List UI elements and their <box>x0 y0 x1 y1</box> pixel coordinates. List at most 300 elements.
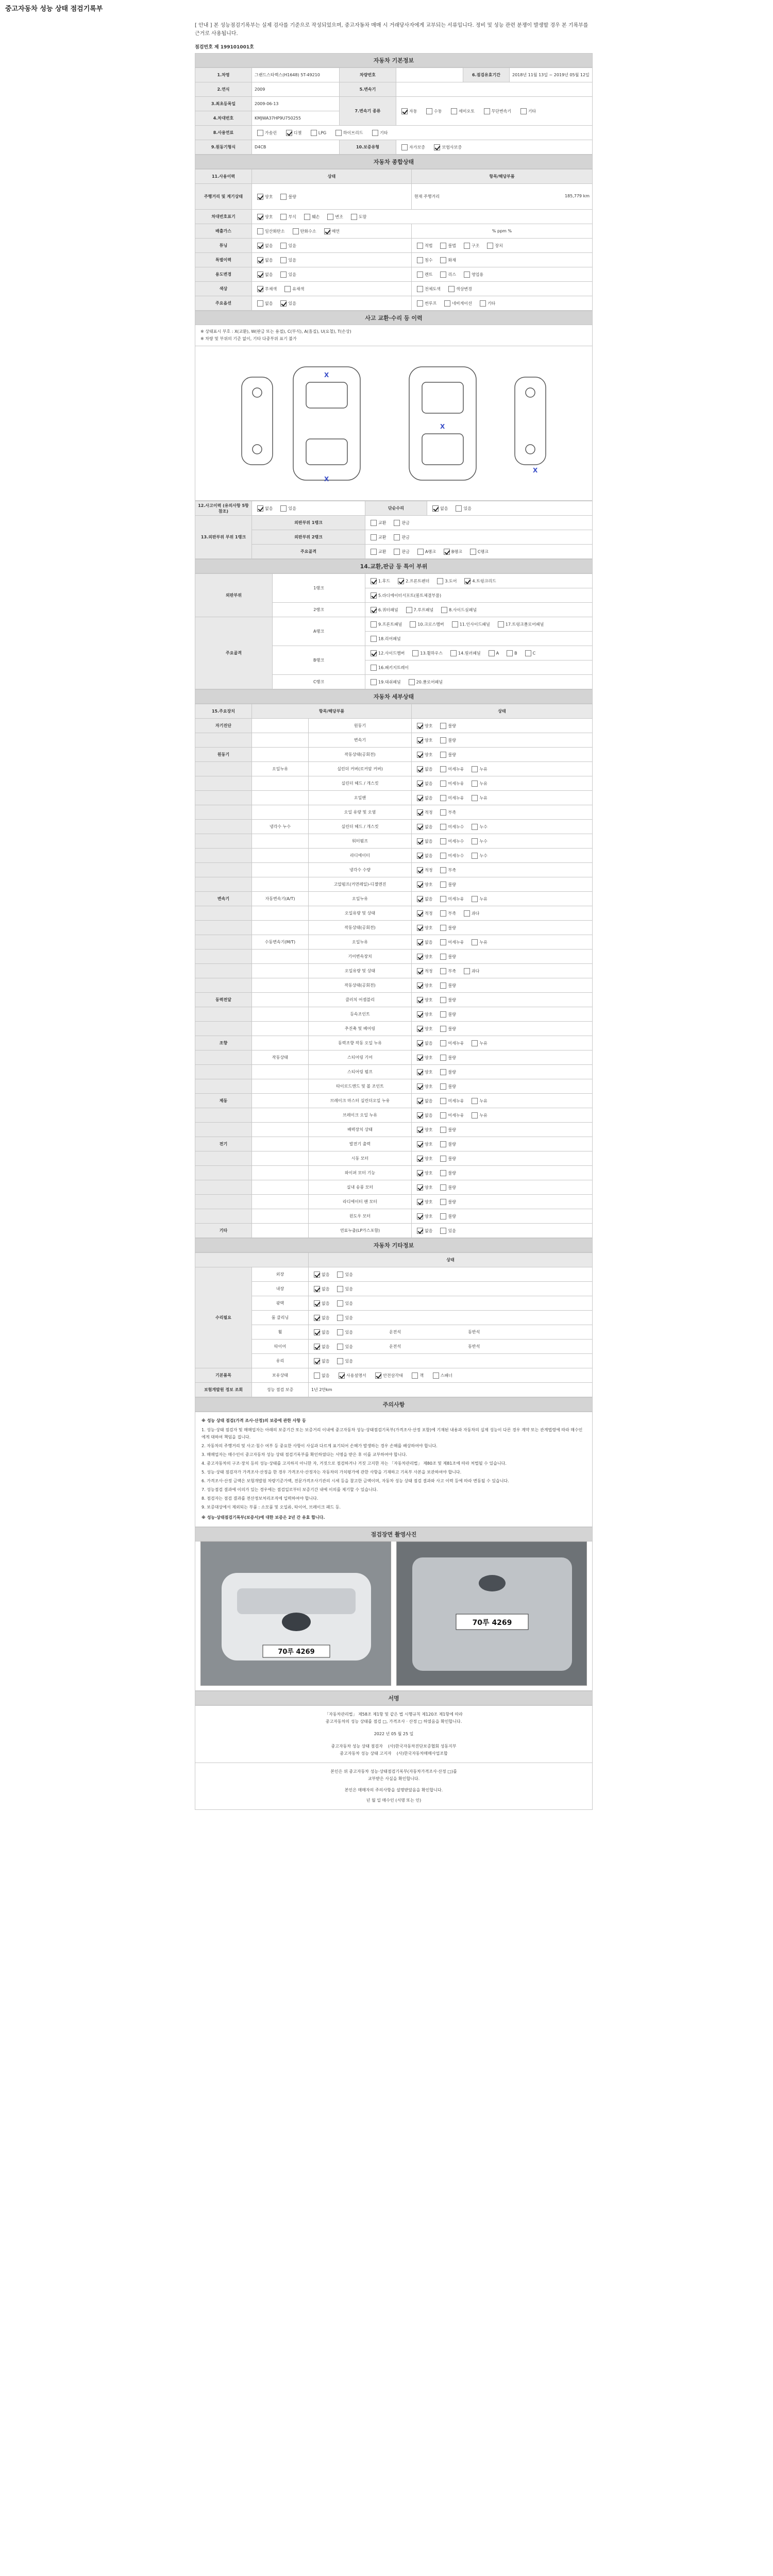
checkbox[interactable] <box>472 824 478 830</box>
checkbox[interactable] <box>440 882 446 888</box>
checkbox[interactable] <box>417 1213 423 1219</box>
checkbox[interactable] <box>440 1199 446 1205</box>
checkbox[interactable] <box>417 737 423 743</box>
checkbox[interactable] <box>417 1112 423 1118</box>
checkbox[interactable] <box>440 1213 446 1219</box>
checkbox[interactable] <box>371 592 377 599</box>
checkbox[interactable] <box>440 243 446 249</box>
checkbox[interactable] <box>456 505 462 512</box>
checkbox[interactable] <box>472 1098 478 1104</box>
checkbox[interactable] <box>257 130 263 136</box>
checkbox[interactable] <box>417 1083 423 1090</box>
checkbox[interactable] <box>394 520 400 526</box>
checkbox[interactable] <box>440 954 446 960</box>
checkbox[interactable] <box>440 1026 446 1032</box>
checkbox[interactable] <box>507 650 513 656</box>
checkbox[interactable] <box>489 650 495 656</box>
checkbox[interactable] <box>339 1372 345 1379</box>
buyer-line: 교부받은 사실을 확인합니다. <box>367 1776 420 1781</box>
checkbox[interactable] <box>398 578 404 584</box>
sub-label <box>252 964 309 978</box>
checkbox[interactable] <box>412 1372 418 1379</box>
checkbox[interactable] <box>440 1228 446 1234</box>
checkbox[interactable] <box>440 1112 446 1118</box>
checkbox[interactable] <box>480 300 486 307</box>
checkbox[interactable] <box>417 781 423 787</box>
option-label: 양호 <box>425 1214 433 1218</box>
sub-label <box>252 1195 309 1209</box>
note-item: 2. 자동차의 주행거리 및 사고·침수 여부 등 중요한 사항이 사실과 다르게 표기되어 손해가 발생하는 경우 손해를 배상하여야 합니다. <box>201 1444 438 1448</box>
checkbox[interactable] <box>440 838 446 844</box>
checkbox[interactable] <box>314 1286 320 1292</box>
checkbox[interactable] <box>470 549 476 555</box>
special-detail: 침수 화재 <box>412 253 593 267</box>
checkbox[interactable] <box>257 194 263 200</box>
checkbox[interactable] <box>372 130 378 136</box>
checkbox[interactable] <box>293 228 299 234</box>
mark-x: X <box>440 423 445 430</box>
section-special-parts: 14.교환,판금 등 특이 부위 <box>195 559 593 573</box>
item-label: 윈도우 모터 <box>309 1209 412 1224</box>
checkbox[interactable] <box>257 228 263 234</box>
table-row <box>195 805 593 820</box>
checkbox[interactable] <box>314 1372 320 1379</box>
checkbox[interactable] <box>327 214 333 220</box>
section-photos: 점검장면 촬영사진 <box>195 1527 593 1541</box>
item-label: 배력장치 상태 <box>309 1123 412 1137</box>
option-label: 미세누유 <box>448 781 464 786</box>
table-row <box>195 1065 593 1079</box>
checkbox[interactable] <box>337 1344 343 1350</box>
checkbox[interactable] <box>440 1055 446 1061</box>
checkbox[interactable] <box>417 286 423 292</box>
checkbox[interactable] <box>417 1170 423 1176</box>
checkbox[interactable] <box>417 1011 423 1018</box>
label: 주요옵션 <box>195 296 252 311</box>
table-row <box>195 834 593 849</box>
item-label: 스티어링 펌프 <box>309 1065 412 1079</box>
option-label: 누유 <box>479 1098 488 1103</box>
option-label: 불량 <box>448 1084 456 1089</box>
option-label: 양호 <box>425 1171 433 1175</box>
checkbox[interactable] <box>440 1156 446 1162</box>
checkbox[interactable] <box>257 272 263 278</box>
label: 1.차명 <box>195 68 252 82</box>
checkbox[interactable] <box>464 968 470 974</box>
checkbox[interactable] <box>464 243 470 249</box>
checkbox[interactable] <box>417 954 423 960</box>
group-label <box>195 1123 252 1137</box>
checkbox[interactable] <box>434 144 440 150</box>
checkbox[interactable] <box>440 752 446 758</box>
checkbox[interactable] <box>440 1184 446 1191</box>
checkbox[interactable] <box>417 257 423 263</box>
car-right-side <box>515 377 546 465</box>
position-label: 운전석 <box>389 1344 401 1349</box>
checkbox[interactable] <box>280 194 287 200</box>
checkbox[interactable] <box>440 1011 446 1018</box>
checkbox[interactable] <box>417 1055 423 1061</box>
checkbox[interactable] <box>417 853 423 859</box>
label: 3.최초등록일 <box>195 97 252 111</box>
state-options <box>412 1137 593 1151</box>
checkbox[interactable] <box>417 1141 423 1147</box>
overall-state-table <box>195 169 593 311</box>
checkbox[interactable] <box>417 795 423 801</box>
checkbox[interactable] <box>280 214 287 220</box>
checkbox[interactable] <box>257 214 263 220</box>
checkbox[interactable] <box>417 824 423 830</box>
checkbox[interactable] <box>371 665 377 671</box>
buyer-line: 본인은 매매자의 주의사항을 설명받았음을 확인합니다. <box>344 1788 443 1792</box>
checkbox[interactable] <box>451 108 457 114</box>
sig-label: 중고자동차 성능 상태 고지자 <box>340 1751 392 1756</box>
option-label: 양호 <box>425 1127 433 1132</box>
sub-label: 오일누유 <box>252 762 309 776</box>
tuning-options: 없음 있음 <box>252 239 412 253</box>
state-options <box>412 1108 593 1123</box>
warranty-options: 자가보증 보험사보증 <box>396 140 593 155</box>
option-label: 미세누유 <box>448 1041 464 1045</box>
checkbox[interactable] <box>417 272 423 278</box>
checkbox[interactable] <box>406 607 412 613</box>
option-label: 양호 <box>425 738 433 742</box>
checkbox[interactable] <box>417 997 423 1003</box>
checkbox[interactable] <box>487 243 493 249</box>
checkbox[interactable] <box>444 549 450 555</box>
label: 주요골격 <box>252 545 365 559</box>
label: 차량번호 <box>340 68 396 82</box>
checkbox[interactable] <box>472 838 478 844</box>
checkbox[interactable] <box>472 781 478 787</box>
checkbox[interactable] <box>440 723 446 729</box>
checkbox[interactable] <box>440 795 446 801</box>
checkbox[interactable] <box>335 130 342 136</box>
option-label: 없음 <box>425 1228 433 1233</box>
checkbox[interactable] <box>417 1228 423 1234</box>
checkbox[interactable] <box>371 621 377 628</box>
other-rows <box>195 1267 593 1368</box>
option-label: 없음 <box>425 896 433 901</box>
checkbox[interactable] <box>440 982 446 989</box>
checkbox[interactable] <box>440 737 446 743</box>
checkbox[interactable] <box>417 925 423 931</box>
table-row <box>195 1007 593 1022</box>
checkbox[interactable] <box>257 300 263 307</box>
option-label: 양호 <box>425 1026 433 1031</box>
checkbox[interactable] <box>437 578 443 584</box>
table-row <box>195 1123 593 1137</box>
checkbox[interactable] <box>417 300 423 307</box>
checkbox[interactable] <box>417 766 423 772</box>
car-top-front <box>293 367 360 480</box>
checkbox[interactable] <box>464 272 470 278</box>
checkbox[interactable] <box>417 809 423 816</box>
option-label: 불량 <box>448 983 456 988</box>
label: 주요골격 <box>195 617 273 689</box>
checkbox[interactable] <box>280 505 287 512</box>
checkbox[interactable] <box>417 838 423 844</box>
checkbox[interactable] <box>432 505 439 512</box>
checkbox[interactable] <box>371 636 377 642</box>
checkbox[interactable] <box>417 1156 423 1162</box>
checkbox[interactable] <box>450 650 457 656</box>
checkbox[interactable] <box>452 621 458 628</box>
checkbox[interactable] <box>440 257 446 263</box>
option-label: 양호 <box>425 752 433 757</box>
checkbox[interactable] <box>440 867 446 873</box>
notice-text: [ 안내 ] 본 성능점검기록부는 실제 검사를 기준으로 작성되었으며, 중고자동차 매매 시 거래당사자에게 교부되는 서류입니다. 정비 및 성능 관련 분쟁이 발생할 경우 본 기록부를 근거로 사용됩니다. <box>195 23 589 37</box>
checkbox[interactable] <box>375 1372 381 1379</box>
checkbox[interactable] <box>444 300 450 307</box>
group-label <box>195 791 252 805</box>
state-options <box>412 805 593 820</box>
checkbox[interactable] <box>280 257 287 263</box>
group-label <box>195 805 252 820</box>
checkbox[interactable] <box>472 853 478 859</box>
checkbox[interactable] <box>472 1040 478 1046</box>
checkbox[interactable] <box>337 1358 343 1364</box>
item-label: 클러치 어셈블리 <box>309 993 412 1007</box>
option-label: 불량 <box>448 925 456 930</box>
checkbox[interactable] <box>371 607 377 613</box>
checkbox[interactable] <box>280 300 287 307</box>
sub-label <box>252 748 309 762</box>
mark-x: X <box>324 476 329 483</box>
rear-photo-svg <box>397 1542 586 1685</box>
checkbox[interactable] <box>371 520 377 526</box>
option-label: 누유 <box>479 940 488 944</box>
option-label: 양호 <box>425 723 433 728</box>
checkbox[interactable] <box>417 1040 423 1046</box>
checkbox[interactable] <box>472 766 478 772</box>
checkbox[interactable] <box>440 1040 446 1046</box>
checkbox[interactable] <box>417 1069 423 1075</box>
checkbox[interactable] <box>417 1184 423 1191</box>
option-label: 있음 <box>345 1344 353 1349</box>
checkbox[interactable] <box>464 910 470 917</box>
group-label <box>195 1166 252 1180</box>
sub-label: 자동변속기(A/T) <box>252 892 309 906</box>
group-label: 동력전달 <box>195 993 252 1007</box>
option-label: 양호 <box>425 1156 433 1161</box>
checkbox[interactable] <box>472 1112 478 1118</box>
state-options <box>412 1180 593 1195</box>
checkbox[interactable] <box>257 286 263 292</box>
checkbox[interactable] <box>409 679 415 685</box>
checkbox[interactable] <box>337 1300 343 1307</box>
sub-label <box>252 1108 309 1123</box>
checkbox[interactable] <box>441 607 447 613</box>
table-row <box>195 776 593 791</box>
checkbox[interactable] <box>417 549 424 555</box>
label: 튜닝 <box>195 239 252 253</box>
group-label: 원동기 <box>195 748 252 762</box>
label: 용도변경 <box>195 267 252 282</box>
option-label: 없음 <box>322 1344 330 1349</box>
checkbox[interactable] <box>472 939 478 945</box>
checkbox[interactable] <box>440 896 446 902</box>
checkbox[interactable] <box>410 621 416 628</box>
checkbox[interactable] <box>440 1098 446 1104</box>
checkbox[interactable] <box>417 752 423 758</box>
special-parts-table <box>195 573 593 689</box>
item-label: 연료누출(LP가스포함) <box>309 1224 412 1238</box>
checkbox[interactable] <box>412 650 418 656</box>
checkbox[interactable] <box>440 1170 446 1176</box>
checkbox[interactable] <box>417 882 423 888</box>
color-options: 무채색 유채색 <box>252 282 412 296</box>
checkbox[interactable] <box>417 867 423 873</box>
checkbox[interactable] <box>280 243 287 249</box>
checkbox[interactable] <box>314 1329 320 1335</box>
checkbox[interactable] <box>440 910 446 917</box>
rank2-parts: 6.쿼터패널 7.루프패널 8.사이드실패널 <box>365 603 593 617</box>
checkbox[interactable] <box>440 1141 446 1147</box>
checkbox[interactable] <box>440 824 446 830</box>
option-label: 없음 <box>425 824 433 829</box>
checkbox[interactable] <box>440 1069 446 1075</box>
simple-options: 없음 있음 <box>427 501 593 516</box>
option-label: 누유 <box>479 781 488 786</box>
checkbox[interactable] <box>337 1329 343 1335</box>
checkbox[interactable] <box>314 1300 320 1307</box>
table-row <box>195 820 593 834</box>
item-label: 작동상태(공회전) <box>309 748 412 762</box>
checkbox[interactable] <box>484 108 490 114</box>
checkbox[interactable] <box>311 130 317 136</box>
checkbox[interactable] <box>440 968 446 974</box>
checkbox[interactable] <box>433 1372 439 1379</box>
checkbox[interactable] <box>257 257 263 263</box>
checkbox[interactable] <box>314 1344 320 1350</box>
checkbox[interactable] <box>440 1083 446 1090</box>
checkbox[interactable] <box>440 1127 446 1133</box>
item-label: 오일누유 <box>309 892 412 906</box>
color-detail: 전체도색 색상변경 <box>412 282 593 296</box>
option-label: 누수 <box>479 853 488 858</box>
buyer-line: 본인은 위 중고자동차 성능·상태점검기록부(자동차가격조사·산정 □)를 <box>330 1769 457 1774</box>
buyer-sign-row[interactable]: 년 월 일 매수인 (서명 또는 인) <box>366 1798 422 1803</box>
checkbox[interactable] <box>257 505 263 512</box>
checkbox[interactable] <box>401 108 408 114</box>
checkbox[interactable] <box>314 1358 320 1364</box>
checkbox[interactable] <box>314 1272 320 1278</box>
option-label: 양호 <box>425 925 433 930</box>
checkbox[interactable] <box>351 214 357 220</box>
checkbox[interactable] <box>394 534 400 540</box>
label: 성능 점검 보증 <box>252 1383 309 1397</box>
checkbox[interactable] <box>417 1127 423 1133</box>
item-label: 발전기 출력 <box>309 1137 412 1151</box>
checkbox[interactable] <box>440 781 446 787</box>
checkbox[interactable] <box>324 228 330 234</box>
buyer-box <box>195 1763 593 1810</box>
checkbox[interactable] <box>440 939 446 945</box>
checkbox[interactable] <box>464 578 470 584</box>
checkbox[interactable] <box>337 1286 343 1292</box>
checkbox[interactable] <box>417 982 423 989</box>
checkbox[interactable] <box>417 939 423 945</box>
checkbox[interactable] <box>472 795 478 801</box>
legend-line: ※ 상태표시 부호 : X(교환), W(판금 또는 용접), C(부식), A(흠집), U(요철), T(손상) <box>200 329 351 334</box>
checkbox[interactable] <box>371 679 377 685</box>
checkbox[interactable] <box>440 766 446 772</box>
checkbox[interactable] <box>314 1315 320 1321</box>
checkbox[interactable] <box>337 1272 343 1278</box>
checkbox[interactable] <box>417 910 423 917</box>
checkbox[interactable] <box>472 896 478 902</box>
option-label: 미세누수 <box>448 839 464 843</box>
checkbox[interactable] <box>371 650 377 656</box>
section-accident-history: 사고 교환·수리 등 이력 <box>195 311 593 325</box>
checkbox[interactable] <box>417 968 423 974</box>
options-detail: 썬루프 네비게이션 기타 <box>412 296 593 311</box>
label: 11.사용이력 <box>195 170 252 184</box>
checkbox[interactable] <box>417 1199 423 1205</box>
group-label <box>195 733 252 748</box>
option-label: 양호 <box>425 1055 433 1060</box>
state-options <box>412 1151 593 1166</box>
checkbox[interactable] <box>498 621 504 628</box>
option-label: 없음 <box>425 853 433 858</box>
checkbox[interactable] <box>371 549 377 555</box>
checkbox[interactable] <box>394 549 400 555</box>
checkbox[interactable] <box>440 925 446 931</box>
option-label: 양호 <box>425 882 433 887</box>
state-options <box>412 1195 593 1209</box>
checkbox[interactable] <box>417 1026 423 1032</box>
item-label: 광택 <box>252 1296 309 1311</box>
option-label: 불량 <box>448 1026 456 1031</box>
emission-options: 일산화탄소 탄화수소 매연 <box>252 224 412 239</box>
checkbox[interactable] <box>440 272 446 278</box>
group-label <box>195 877 252 892</box>
checkbox[interactable] <box>440 853 446 859</box>
checkbox[interactable] <box>371 534 377 540</box>
option-label: 불량 <box>448 1012 456 1016</box>
checkbox[interactable] <box>337 1315 343 1321</box>
sub-label <box>252 1224 309 1238</box>
checkbox[interactable] <box>426 108 432 114</box>
checkbox[interactable] <box>417 896 423 902</box>
checkbox[interactable] <box>525 650 531 656</box>
checkbox[interactable] <box>280 272 287 278</box>
checkbox[interactable] <box>448 286 455 292</box>
checkbox[interactable] <box>284 286 291 292</box>
state-options <box>309 1311 593 1325</box>
option-label: 부족 <box>448 868 456 872</box>
checkbox[interactable] <box>520 108 527 114</box>
checkbox[interactable] <box>440 997 446 1003</box>
checkbox[interactable] <box>286 130 292 136</box>
usage-detail: 렌트 리스 영업용 <box>412 267 593 282</box>
checkbox[interactable] <box>371 578 377 584</box>
checkbox[interactable] <box>417 243 423 249</box>
checkbox[interactable] <box>417 1098 423 1104</box>
table-row <box>195 1022 593 1036</box>
checkbox[interactable] <box>440 809 446 816</box>
state-options <box>412 1036 593 1050</box>
checkbox[interactable] <box>417 723 423 729</box>
label: 10.보증유형 <box>340 140 396 155</box>
option-label: 불량 <box>448 954 456 959</box>
checkbox[interactable] <box>304 214 310 220</box>
item-label: 내장 <box>252 1282 309 1296</box>
checkbox[interactable] <box>401 144 408 150</box>
group-label <box>195 820 252 834</box>
checkbox[interactable] <box>257 243 263 249</box>
